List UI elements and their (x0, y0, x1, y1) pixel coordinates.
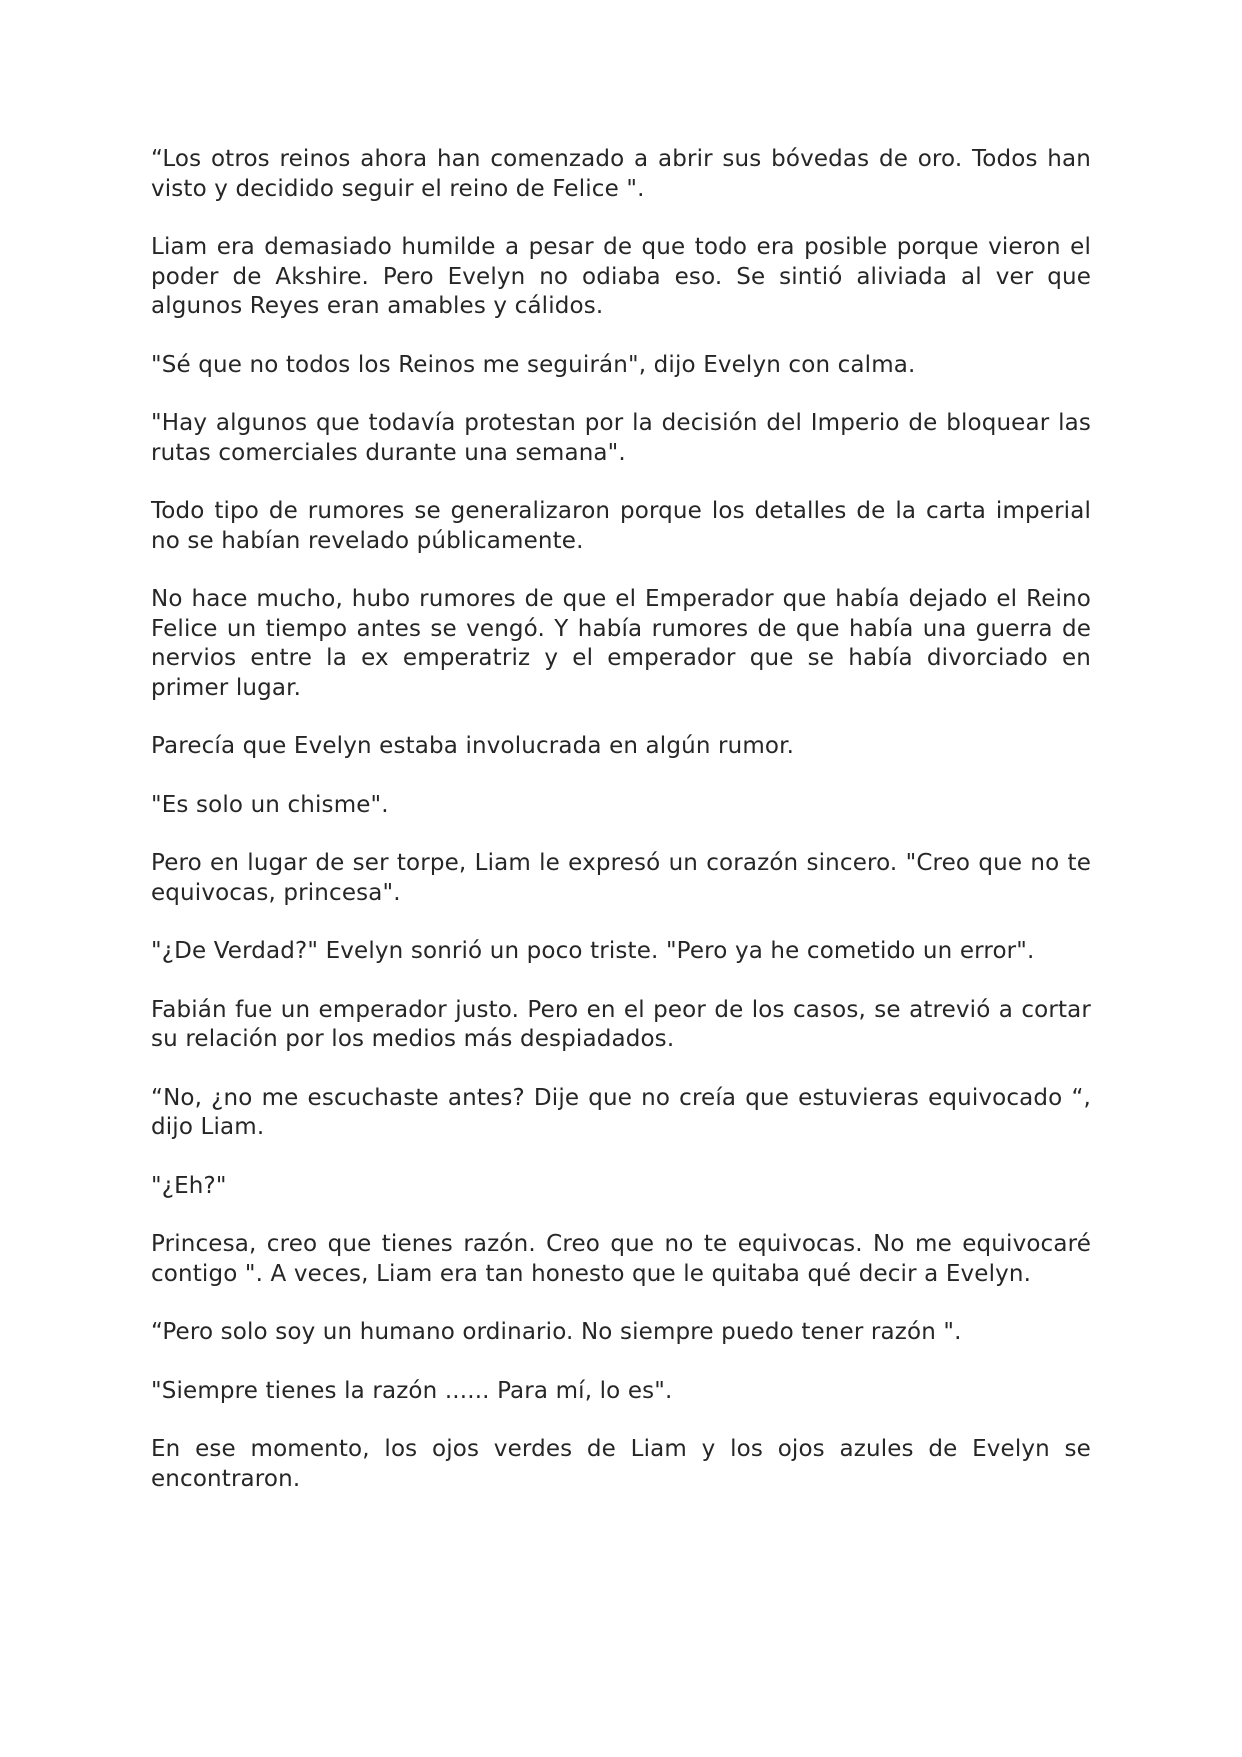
paragraph: "¿De Verdad?" Evelyn sonrió un poco triste. "Pero ya he cometido un error". (151, 938, 1035, 964)
paragraph: "Siempre tienes la razón ...... Para mí, lo es". (151, 1377, 673, 1404)
paragraph: Todo tipo de rumores se generalizaron porque los detalles de la carta imperial no se habían revelado públicamente. (151, 498, 1091, 554)
paragraph: "Es solo un chisme". (151, 791, 389, 818)
paragraph: “No, ¿no me escuchaste antes? Dije que no creía que estuvieras equivocado “, dijo Liam. (151, 1084, 1091, 1140)
paragraph: "Hay algunos que todavía protestan por la decisión del Imperio de bloquear las rutas comerciales durante una semana". (151, 410, 1091, 466)
paragraph: “Pero solo soy un humano ordinario. No siempre puedo tener razón ". (151, 1319, 962, 1345)
paragraph: Fabián fue un emperador justo. Pero en el peor de los casos, se atrevió a cortar su relación por los medios más despiadados. (151, 996, 1091, 1052)
paragraph: En ese momento, los ojos verdes de Liam y los ojos azules de Evelyn se encontraron. (151, 1436, 1091, 1492)
paragraph: Parecía que Evelyn estaba involucrada en algún rumor. (151, 733, 795, 759)
paragraph: Princesa, creo que tienes razón. Creo que no te equivocas. No me equivocaré contigo ". A veces, Liam era tan honesto que le quitaba qué decir a Evelyn. (151, 1231, 1091, 1287)
paragraph: Pero en lugar de ser torpe, Liam le expresó un corazón sincero. "Creo que no te equivocas, princesa". (151, 850, 1091, 906)
paragraph: "¿Eh?" (151, 1172, 227, 1199)
paragraph: No hace mucho, hubo rumores de que el Emperador que había dejado el Reino Felice un tiempo antes se vengó. Y había rumores de que había una guerra de nervios entre la ex emperatriz y el emperador que se había divorciado en primer lugar. (151, 586, 1091, 701)
body-text (151, 145, 1091, 1523)
paragraph: “Los otros reinos ahora han comenzado a abrir sus bóvedas de oro. Todos han visto y decidido seguir el reino de Felice ". (151, 146, 1091, 202)
paragraph: "Sé que no todos los Reinos me seguirán", dijo Evelyn con calma. (151, 351, 916, 378)
paragraph: Liam era demasiado humilde a pesar de que todo era posible porque vieron el poder de Akshire. Pero Evelyn no odiaba eso. Se sintió aliviada al ver que algunos Reyes eran amables y cálidos. (151, 234, 1091, 319)
